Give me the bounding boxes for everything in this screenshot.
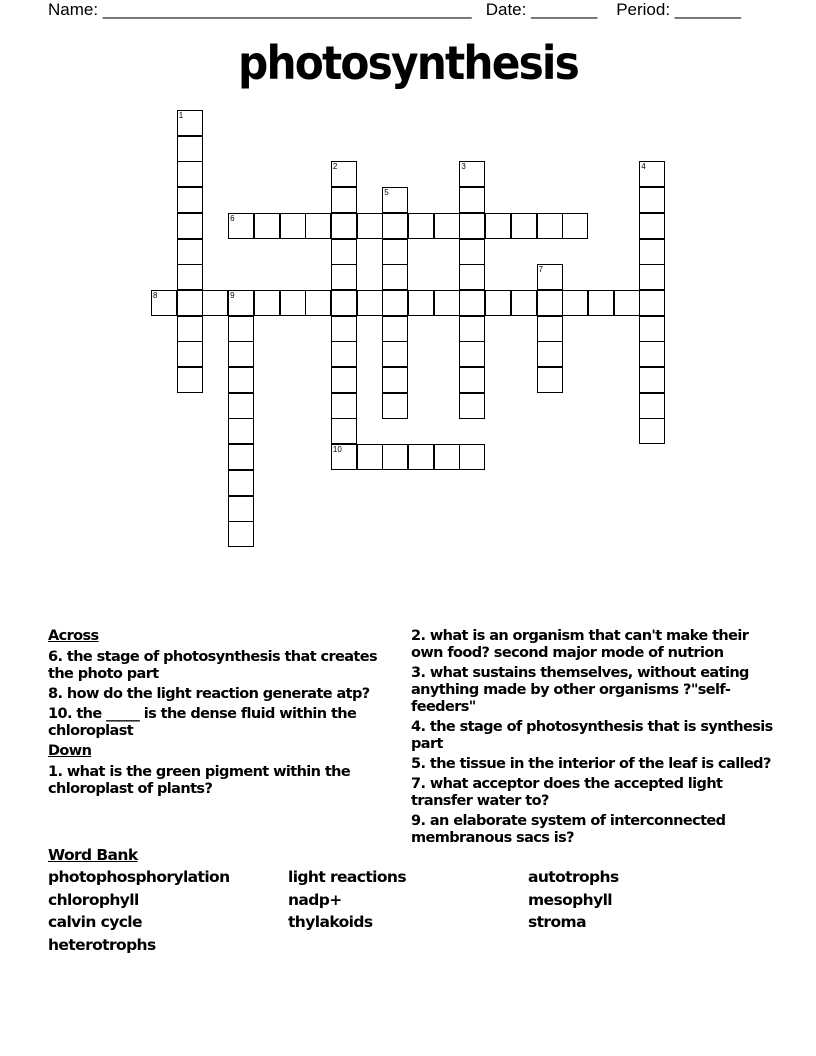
crossword-cell[interactable] (511, 213, 537, 239)
crossword-cell[interactable] (228, 444, 254, 470)
clue-down-4: 4. the stage of photosynthesis that is synthesis part (411, 719, 773, 752)
clue-number-label: 6 (230, 213, 235, 223)
date-label: Date: (485, 0, 527, 19)
crossword-cell[interactable] (408, 213, 434, 239)
crossword-cell[interactable] (459, 239, 485, 265)
crossword-cell[interactable] (639, 187, 665, 213)
crossword-cell[interactable] (228, 521, 254, 547)
crossword-cell[interactable] (331, 290, 357, 316)
crossword-cell[interactable] (228, 316, 254, 342)
clues-right-column (411, 628, 781, 850)
clue-number-label: 3 (461, 162, 466, 172)
crossword-cell[interactable] (408, 444, 434, 470)
word-bank-item: calvin cycle (48, 913, 142, 931)
crossword-cell[interactable] (434, 290, 460, 316)
crossword-cell[interactable] (331, 393, 357, 419)
crossword-cell[interactable] (562, 290, 588, 316)
crossword-cell[interactable] (177, 264, 203, 290)
word-bank-item: thylakoids (288, 913, 373, 931)
crossword-cell[interactable] (382, 367, 408, 393)
clue-down-7: 7. what acceptor does the accepted light transfer water to? (411, 776, 723, 809)
crossword-cell[interactable] (177, 341, 203, 367)
crossword-cell[interactable] (588, 290, 614, 316)
crossword-cell[interactable] (562, 213, 588, 239)
crossword-cell[interactable] (357, 444, 383, 470)
crossword-cell[interactable] (177, 187, 203, 213)
crossword-cell[interactable] (357, 213, 383, 239)
crossword-cell[interactable] (382, 213, 408, 239)
word-bank-item: stroma (528, 913, 586, 931)
crossword-cell[interactable] (537, 213, 563, 239)
crossword-cell[interactable] (177, 290, 203, 316)
crossword-cell[interactable] (537, 316, 563, 342)
page-title: photosynthesis (238, 36, 578, 90)
crossword-cell[interactable] (331, 418, 357, 444)
down-heading: Down (48, 743, 92, 759)
period-label: Period: (616, 0, 671, 19)
crossword-cell[interactable] (459, 341, 485, 367)
word-bank-item: light reactions (288, 868, 406, 886)
crossword-cell[interactable] (639, 290, 665, 316)
clue-across-10: 10. the _____ is the dense fluid within the chloroplast (48, 706, 357, 739)
crossword-cell[interactable] (228, 341, 254, 367)
across-heading: Across (48, 628, 99, 644)
crossword-cell[interactable] (331, 264, 357, 290)
name-label: Name: (48, 0, 99, 19)
crossword-cell[interactable] (459, 393, 485, 419)
name-blank[interactable]: _______________________________________ (102, 0, 472, 19)
crossword-cell[interactable] (228, 418, 254, 444)
word-bank-heading: Word Bank (48, 846, 138, 864)
crossword-cell[interactable] (280, 213, 306, 239)
clue-number-label: 4 (641, 162, 646, 172)
crossword-cell[interactable] (254, 290, 280, 316)
clue-number-label: 8 (153, 290, 158, 300)
crossword-cell[interactable] (382, 239, 408, 265)
word-bank-item: mesophyll (528, 890, 612, 909)
crossword-cell[interactable] (485, 213, 511, 239)
crossword-cell[interactable] (537, 367, 563, 393)
crossword-cell[interactable] (382, 264, 408, 290)
crossword-cell[interactable] (177, 161, 203, 187)
period-blank[interactable]: _______ (674, 0, 741, 19)
word-bank-item: heterotrophs (48, 935, 156, 954)
crossword-cell[interactable] (434, 213, 460, 239)
crossword-cell[interactable] (305, 213, 331, 239)
crossword-cell[interactable] (639, 393, 665, 419)
word-bank-column-3 (528, 868, 768, 958)
crossword-cell[interactable] (434, 444, 460, 470)
word-bank-column-2 (288, 868, 528, 958)
crossword-cell[interactable] (459, 316, 485, 342)
clue-down-1: 1. what is the green pigment within the chloroplast of plants? (48, 764, 351, 797)
clue-number-label: 10 (332, 445, 342, 455)
clue-number-label: 2 (332, 162, 338, 172)
crossword-cell[interactable] (408, 290, 434, 316)
crossword-cell[interactable] (382, 316, 408, 342)
crossword-cell[interactable] (639, 239, 665, 265)
clue-number-label: 7 (538, 265, 543, 275)
crossword-cell[interactable] (254, 213, 280, 239)
crossword-cell[interactable] (331, 316, 357, 342)
word-bank (48, 846, 768, 958)
crossword-cell[interactable] (331, 213, 357, 239)
crossword-cell[interactable] (331, 341, 357, 367)
crossword-cell[interactable] (382, 341, 408, 367)
crossword-cell[interactable] (459, 444, 485, 470)
crossword-cell[interactable] (228, 393, 254, 419)
clue-down-5: 5. the tissue in the interior of the leaf is called? (411, 756, 771, 772)
clue-down-2: 2. what is an organism that can't make their own food? second major mode of nutrion (411, 628, 749, 661)
crossword-cell[interactable] (382, 393, 408, 419)
crossword-cell[interactable] (639, 213, 665, 239)
crossword-cell[interactable] (177, 213, 203, 239)
crossword-cell[interactable] (485, 290, 511, 316)
crossword-cell[interactable] (177, 136, 203, 162)
crossword-cell[interactable] (331, 187, 357, 213)
crossword-cell[interactable] (331, 367, 357, 393)
clue-across-6: 6. the stage of photosynthesis that creates the photo part (48, 649, 378, 682)
crossword-cell[interactable] (305, 290, 331, 316)
word-bank-item: photophosphorylation (48, 868, 230, 886)
clue-across-8: 8. how do the light reaction generate atp? (48, 686, 370, 702)
crossword-cell[interactable] (639, 341, 665, 367)
word-bank-item: nadp+ (288, 890, 342, 909)
crossword-cell[interactable] (280, 290, 306, 316)
crossword-cell[interactable] (639, 316, 665, 342)
crossword-cell[interactable] (511, 290, 537, 316)
word-bank-item: autotrophs (528, 868, 619, 886)
crossword-cell[interactable] (382, 444, 408, 470)
crossword-cell[interactable] (228, 496, 254, 522)
crossword-cell[interactable] (382, 290, 408, 316)
crossword-cell[interactable] (331, 239, 357, 265)
crossword-cell[interactable] (639, 418, 665, 444)
crossword-cell[interactable] (459, 290, 485, 316)
crossword-cell[interactable] (459, 367, 485, 393)
clue-down-3: 3. what sustains themselves, without eating anything made by other organisms ?"self-feeders" (411, 665, 749, 715)
crossword-cell[interactable] (614, 290, 640, 316)
crossword-cell[interactable] (177, 316, 203, 342)
date-blank[interactable]: _______ (531, 0, 598, 19)
crossword-cell[interactable] (357, 290, 383, 316)
clue-down-9: 9. an elaborate system of interconnected membranous sacs is? (411, 813, 726, 846)
clue-number-label: 9 (230, 290, 235, 300)
clue-number-label: 1 (178, 111, 184, 120)
crossword-cell[interactable] (228, 470, 254, 496)
crossword-cell[interactable] (177, 367, 203, 393)
crossword-cell[interactable] (537, 341, 563, 367)
crossword-cell[interactable] (177, 239, 203, 265)
crossword-cell[interactable] (639, 367, 665, 393)
crossword-cell[interactable] (639, 264, 665, 290)
word-bank-column-1 (48, 868, 288, 958)
word-bank-item: chlorophyll (48, 890, 139, 909)
clues-left-column (48, 628, 398, 801)
crossword-cell[interactable] (459, 187, 485, 213)
crossword-cell[interactable] (459, 264, 485, 290)
crossword-cell[interactable] (228, 367, 254, 393)
crossword-cell[interactable] (202, 290, 228, 316)
clue-number-label: 5 (384, 188, 389, 198)
crossword-cell[interactable] (537, 290, 563, 316)
crossword-cell[interactable] (459, 213, 485, 239)
